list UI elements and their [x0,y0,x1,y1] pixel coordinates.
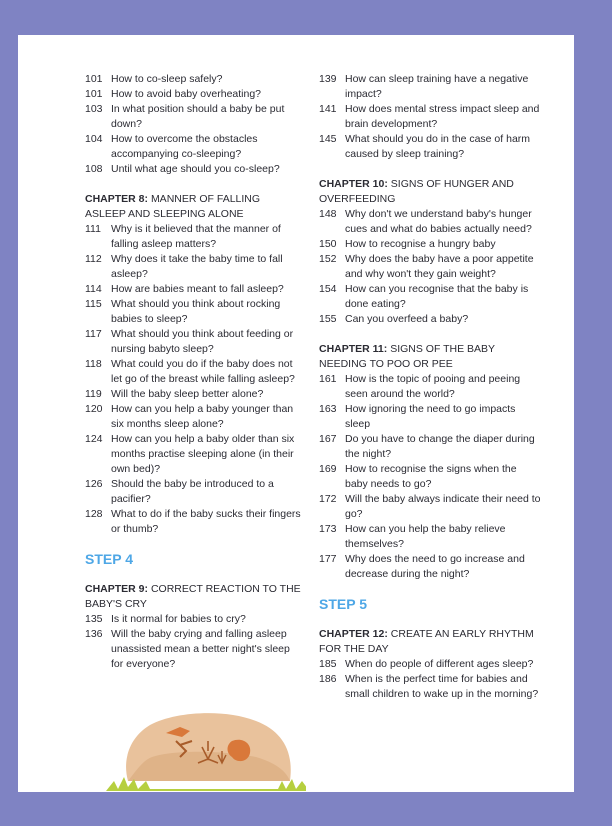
toc-page-number: 101 [85,88,103,100]
toc-page-number: 177 [319,553,337,565]
toc-entry-title: Until what age should you co-sleep? [111,163,280,175]
toc-entry [319,312,541,327]
toc-entry-title: How to co-sleep safely? [111,73,223,85]
chapter-title: MANNER OF FALLING ASLEEP AND SLEEPING ALONE [85,193,261,220]
toc-entry [85,612,303,627]
toc-page-number: 117 [85,328,102,340]
toc-page-number: 136 [85,628,103,640]
toc-entry-title: What should you think about feeding or nursing babyto sleep? [111,328,294,355]
toc-entry [85,162,303,177]
toc-page-number: 112 [85,253,102,265]
toc-page-number: 148 [319,208,337,220]
toc-entry [85,477,303,507]
toc-entry-title: How can you help the baby relieve themselves? [345,523,506,550]
toc-entry [319,552,541,582]
toc-entry-title: Should the baby be introduced to a pacifier? [111,478,274,505]
chapter-label: CHAPTER 9: [85,583,149,595]
chapter-heading [319,342,541,372]
toc-entry [319,282,541,312]
toc-entry [85,327,303,357]
toc-entry [85,222,303,252]
toc-page-number: 169 [319,463,337,475]
toc-entry [85,507,303,537]
chapter-heading [319,627,541,657]
toc-page-number: 172 [319,493,337,505]
toc-entry-title: How ignoring the need to go impacts sleep [345,403,516,430]
chapter-title: SIGNS OF THE BABY NEEDING TO POO OR PEE [319,343,495,370]
toc-page-number: 111 [85,223,101,235]
toc-right-column [319,72,541,702]
toc-page-number: 118 [85,358,102,370]
toc-entry-title: How to overcome the obstacles accompanying co-sleeping? [111,133,258,160]
toc-entry-title: In what position should a baby be put down? [111,103,285,130]
toc-entry-title: How can you help a baby younger than six months sleep alone? [111,403,294,430]
chapter-heading [319,177,541,207]
toc-entry [319,657,541,672]
toc-entry-title: How to avoid baby overheating? [111,88,262,100]
toc-page-number: 150 [319,238,337,250]
toc-page-number: 141 [319,103,337,115]
toc-entry-title: How to recognise a hungry baby [345,238,496,250]
toc-entry-title: Will the baby sleep better alone? [111,388,264,400]
toc-entry-title: When is the perfect time for babies and small children to wake up in the morning? [345,673,539,700]
toc-entry [319,207,541,237]
toc-entry [85,102,303,132]
toc-entry [85,387,303,402]
toc-entry-title: What to do if the baby sucks their fingers or thumb? [111,508,301,535]
toc-page-number: 145 [319,133,337,145]
toc-page-number: 155 [319,313,337,325]
toc-entry-title: What could you do if the baby does not let go of the breast while falling asleep? [111,358,295,385]
chapter-title: CORRECT REACTION TO THE BABY'S CRY [85,583,301,610]
toc-page-number: 101 [85,73,103,85]
toc-entry-title: Will the baby always indicate their need to go? [345,493,541,520]
toc-page-number: 119 [85,388,102,400]
toc-entry [85,357,303,387]
toc-entry-title: Do you have to change the diaper during the night? [345,433,535,460]
toc-entry [319,132,541,162]
toc-page-number: 185 [319,658,337,670]
chapter-title: SIGNS OF HUNGER AND OVERFEEDING [319,178,514,205]
toc-page-number: 128 [85,508,103,520]
toc-page-number: 104 [85,133,103,145]
toc-entry [319,522,541,552]
toc-page-number: 115 [85,298,102,310]
toc-page-number: 154 [319,283,337,295]
toc-page-number: 114 [85,283,102,295]
toc-entry [319,237,541,252]
toc-page-number: 135 [85,613,103,625]
toc-left-column [85,72,303,672]
toc-entry-title: How does mental stress impact sleep and brain development? [345,103,540,130]
toc-page-number: 152 [319,253,337,265]
toc-entry [85,297,303,327]
toc-page-number: 139 [319,73,337,85]
toc-entry [319,372,541,402]
toc-page-number: 126 [85,478,103,490]
document-page [18,35,574,792]
toc-entry [319,672,541,702]
chapter-title: CREATE AN EARLY RHYTHM FOR THE DAY [319,628,534,655]
toc-entry-title: What should you think about rocking babies to sleep? [111,298,281,325]
toc-page-number: 161 [319,373,337,385]
toc-entry [85,87,303,102]
toc-entry-title: Can you overfeed a baby? [345,313,469,325]
toc-entry [319,102,541,132]
toc-entry-title: Why don't we understand baby's hunger cues and what do babies actually need? [345,208,532,235]
toc-entry [85,402,303,432]
toc-entry [85,132,303,162]
toc-page-number: 124 [85,433,103,445]
chapter-label: CHAPTER 10: [319,178,388,190]
toc-entry [319,462,541,492]
toc-page-number: 103 [85,103,103,115]
toc-entry-title: How are babies meant to fall asleep? [111,283,284,295]
toc-page-number: 167 [319,433,337,445]
toc-entry-title: Why does the need to go increase and decrease during the night? [345,553,525,580]
toc-entry-title: Why does the baby have a poor appetite and why won't they gain weight? [345,253,534,280]
toc-entry [319,72,541,102]
toc-page-number: 173 [319,523,337,535]
toc-entry-title: Is it normal for babies to cry? [111,613,246,625]
toc-entry-title: Why is it believed that the manner of falling asleep matters? [111,223,281,250]
toc-entry [319,492,541,522]
toc-entry-title: Why does it take the baby time to fall asleep? [111,253,283,280]
toc-entry [319,402,541,432]
toc-entry-title: When do people of different ages sleep? [345,658,534,670]
toc-entry-title: What should you do in the case of harm caused by sleep training? [345,133,531,160]
toc-entry [85,627,303,672]
toc-page-number: 186 [319,673,337,685]
step-heading: STEP 4 [85,551,133,567]
toc-page-number: 163 [319,403,337,415]
toc-entry [85,72,303,87]
toc-entry [85,282,303,297]
chapter-heading [85,582,303,612]
chapter-heading [85,192,303,222]
toc-entry [85,432,303,477]
toc-entry-title: How can sleep training have a negative impact? [345,73,529,100]
step-heading: STEP 5 [319,596,367,612]
chapter-label: CHAPTER 8: [85,193,149,205]
toc-entry-title: How to recognise the signs when the baby needs to go? [345,463,517,490]
toc-page-number: 120 [85,403,103,415]
toc-entry [319,432,541,462]
chapter-label: CHAPTER 12: [319,628,388,640]
toc-entry-title: Will the baby crying and falling asleep unassisted mean a better night's sleep for everyone? [111,628,290,670]
toc-entry [85,252,303,282]
toc-entry-title: How can you recognise that the baby is done eating? [345,283,529,310]
toc-entry [319,252,541,282]
toc-page-number: 108 [85,163,103,175]
toc-entry-title: How is the topic of pooing and peeing seen around the world? [345,373,521,400]
toc-entry-title: How can you help a baby older than six months practise sleeping alone (in their own bed)? [111,433,295,475]
chapter-label: CHAPTER 11: [319,343,388,355]
cave-painting-rock-illustration [106,711,306,792]
